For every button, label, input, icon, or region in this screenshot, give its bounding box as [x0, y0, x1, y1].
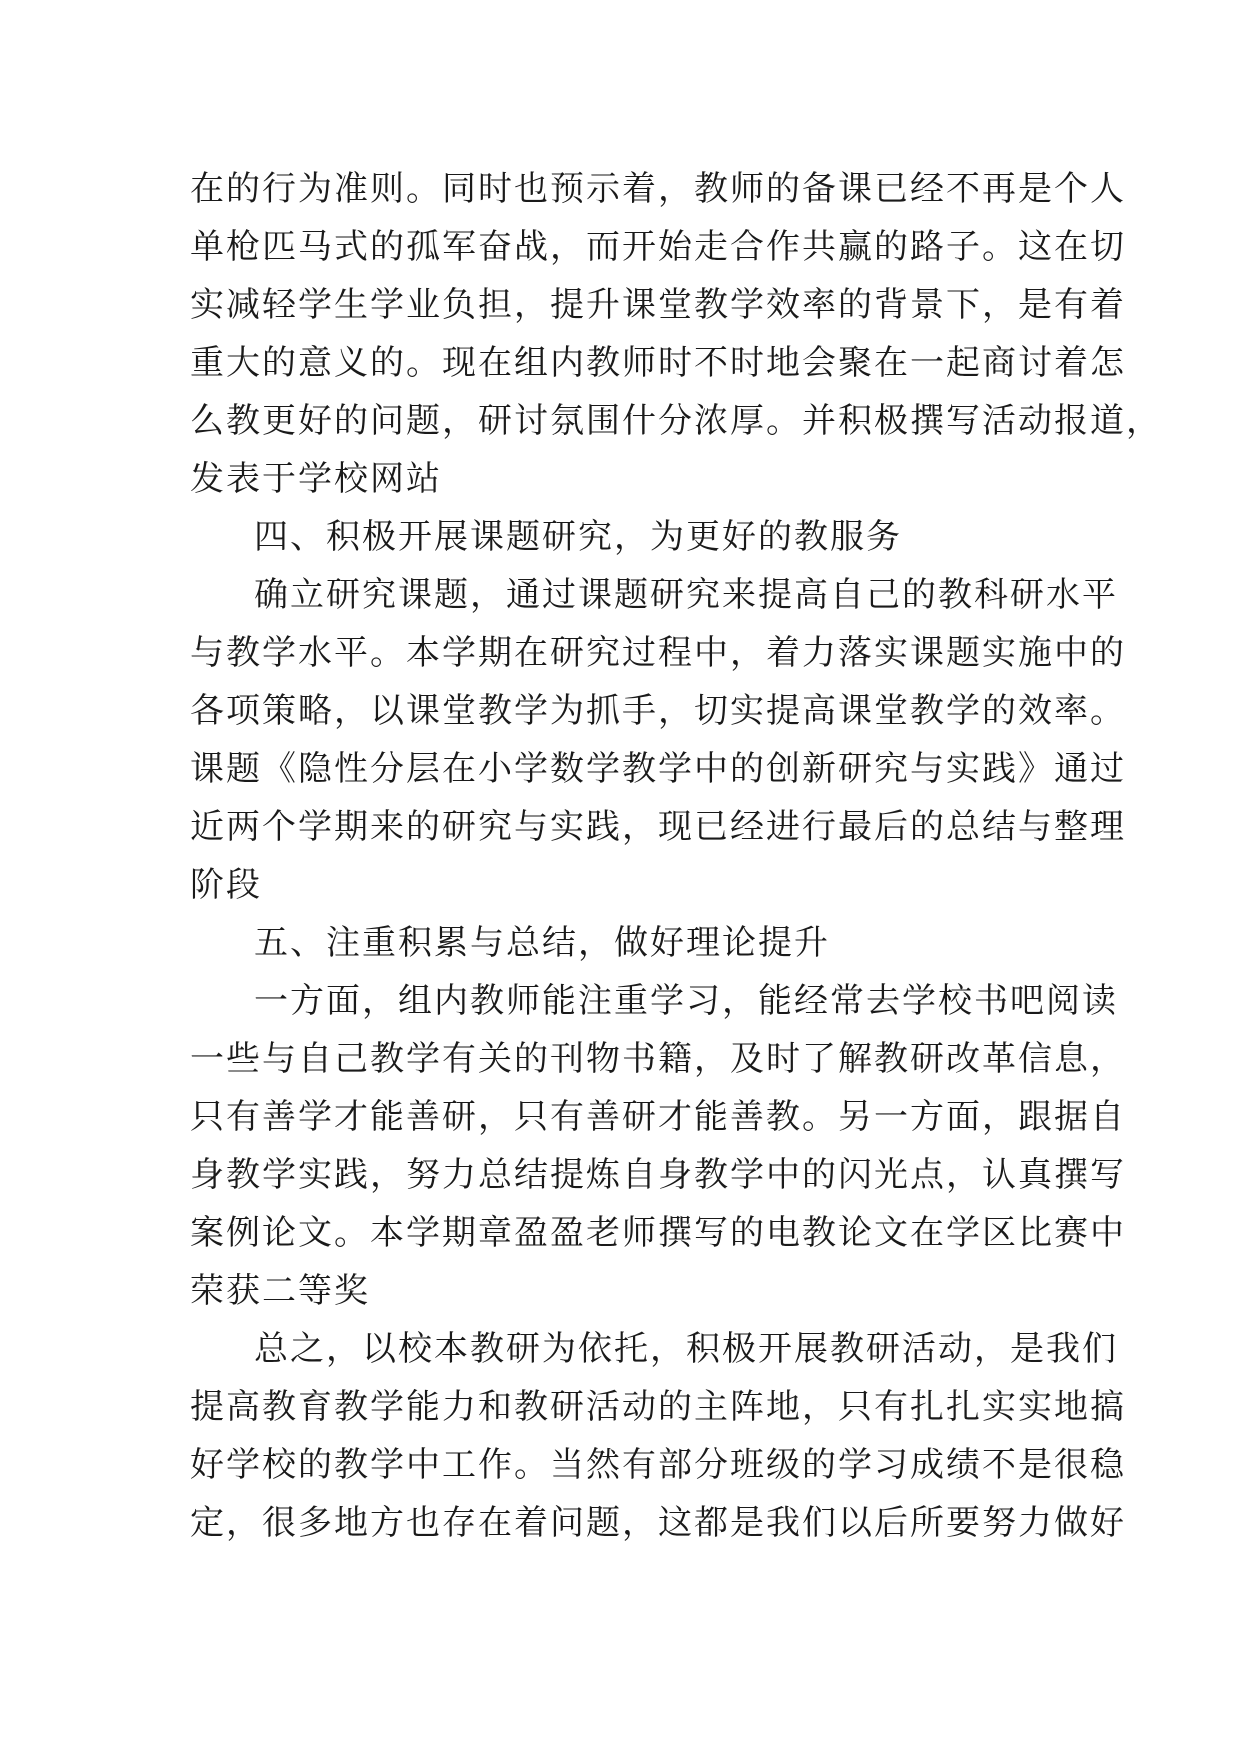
- paragraph-first-line: 确立研究课题，通过课题研究来提高自己的教科研水平: [254, 575, 1118, 615]
- body-line: 定，很多地方也存在着问题，这都是我们以后所要努力做好: [190, 1503, 1126, 1543]
- body-line: 重大的意义的。现在组内教师时不时地会聚在一起商讨着怎: [190, 343, 1126, 383]
- body-line: 近两个学期来的研究与实践，现已经进行最后的总结与整理: [190, 807, 1126, 847]
- body-line: 在的行为准则。同时也预示着，教师的备课已经不再是个人: [190, 169, 1126, 209]
- body-line: 荣获二等奖: [190, 1271, 370, 1311]
- body-line: 好学校的教学中工作。当然有部分班级的学习成绩不是很稳: [190, 1445, 1126, 1485]
- section-heading: 四、积极开展课题研究，为更好的教服务: [254, 517, 902, 557]
- body-line: 单枪匹马式的孤军奋战，而开始走合作共赢的路子。这在切: [190, 227, 1126, 267]
- body-line: 只有善学才能善研，只有善研才能善教。另一方面，跟据自: [190, 1097, 1126, 1137]
- body-line: 么教更好的问题，研讨氛围什分浓厚。并积极撰写活动报道，: [190, 401, 1162, 441]
- body-line: 提高教育教学能力和教研活动的主阵地，只有扎扎实实地搞: [190, 1387, 1126, 1427]
- body-line: 一些与自己教学有关的刊物书籍，及时了解教研改革信息，: [190, 1039, 1126, 1079]
- section-heading: 五、注重积累与总结，做好理论提升: [254, 923, 830, 963]
- document-body: [190, 160, 1162, 1552]
- body-line: 案例论文。本学期章盈盈老师撰写的电教论文在学区比赛中: [190, 1213, 1126, 1253]
- body-line: 课题《隐性分层在小学数学教学中的创新研究与实践》通过: [190, 749, 1126, 789]
- paragraph-first-line: 总之，以校本教研为依托，积极开展教研活动，是我们: [254, 1329, 1118, 1369]
- body-line: 实减轻学生学业负担，提升课堂教学效率的背景下，是有着: [190, 285, 1126, 325]
- body-line: 身教学实践，努力总结提炼自身教学中的闪光点，认真撰写: [190, 1155, 1126, 1195]
- paragraph-first-line: 一方面，组内教师能注重学习，能经常去学校书吧阅读: [254, 981, 1118, 1021]
- body-line: 阶段: [190, 865, 262, 905]
- body-line: 发表于学校网站: [190, 459, 442, 499]
- body-line: 与教学水平。本学期在研究过程中，着力落实课题实施中的: [190, 633, 1126, 673]
- body-line: 各项策略，以课堂教学为抓手，切实提高课堂教学的效率。: [190, 691, 1126, 731]
